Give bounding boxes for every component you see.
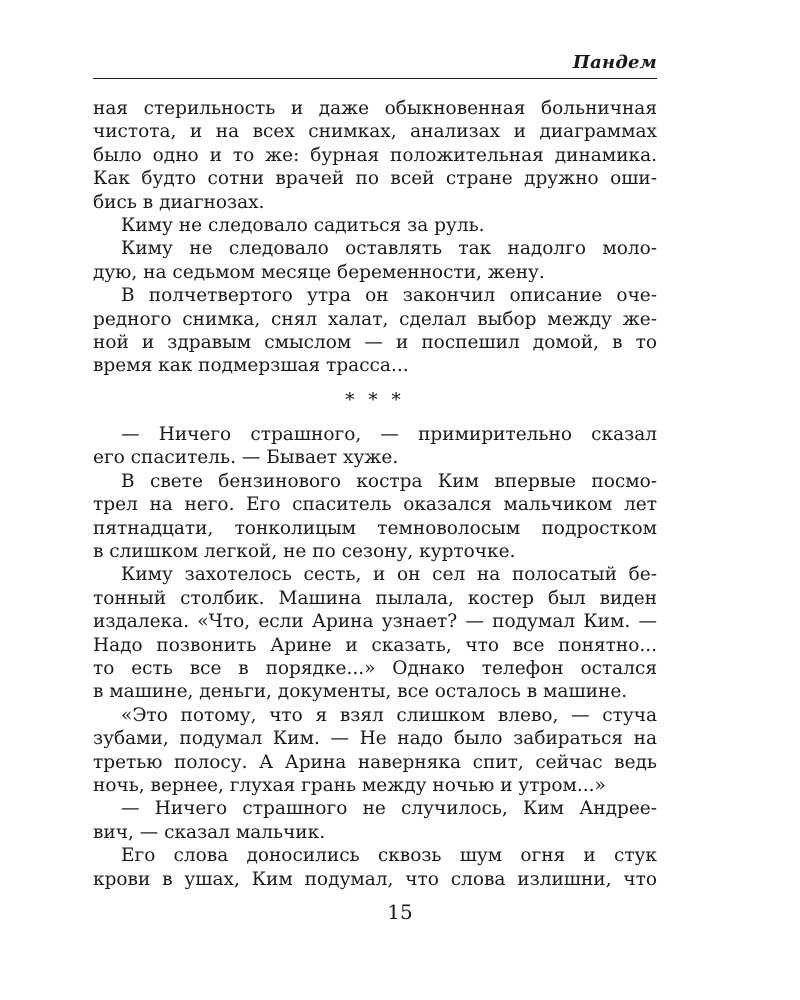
text-line: пятнадцати, тонколицым темноволосым подростком bbox=[93, 517, 657, 539]
text-line: его спаситель. — Бывает хуже. bbox=[93, 447, 399, 469]
text-line: зубами, подумал Ким. — Не надо было забираться на bbox=[93, 728, 657, 750]
text-line: редного снимка, снял халат, сделал выбор между же- bbox=[93, 308, 657, 330]
text-line: В свете бензинового костра Ким впервые посмо- bbox=[121, 470, 657, 492]
header-rule bbox=[93, 78, 657, 79]
body-text bbox=[93, 97, 657, 891]
text-line: время как подмерзшая трасса... bbox=[93, 355, 409, 377]
text-line: Надо позвонить Арине и сказать, что все понятно... bbox=[93, 634, 657, 656]
text-line: крови в ушах, Ким подумал, что слова излишни, что bbox=[93, 868, 657, 890]
text-line: издалека. «Что, если Арина узнает? — подумал Ким. — bbox=[93, 611, 657, 633]
text-line: — Ничего страшного, — примирительно сказал bbox=[121, 424, 657, 446]
text-line: ной и здравым смыслом — и поспешил домой, в то bbox=[93, 331, 657, 353]
text-line: чистота, и на всех снимках, анализах и диаграммах bbox=[93, 121, 657, 143]
text-line: то есть все в порядке...» Однако телефон остался bbox=[93, 657, 657, 679]
text-line: «Это потому, что я взял слишком влево, — стуча bbox=[121, 704, 657, 726]
text-line: Киму не следовало оставлять так надолго моло- bbox=[121, 238, 657, 260]
text-line: было одно и то же: бурная положительная динамика. bbox=[93, 144, 657, 166]
text-line: Киму захотелось сесть, и он сел на полосатый бе- bbox=[121, 564, 657, 586]
section-separator: * * * bbox=[345, 389, 405, 411]
page-number: 15 bbox=[387, 900, 413, 924]
text-line: Как будто сотни врачей по всей стране дружно оши- bbox=[93, 168, 657, 190]
text-line: Киму не следовало садиться за руль. bbox=[121, 214, 485, 236]
text-line: тонный столбик. Машина пылала, костер был виден bbox=[93, 587, 657, 609]
text-line: ная стерильность и даже обыкновенная больничная bbox=[93, 98, 657, 119]
text-line: третью полосу. А Арина наверняка спит, сейчас ведь bbox=[93, 751, 657, 773]
text-line: Его слова доносились сквозь шум огня и стук bbox=[121, 845, 657, 867]
running-head-title: Пандем bbox=[572, 52, 657, 73]
text-line: дую, на седьмом месяце беременности, жену. bbox=[93, 261, 545, 283]
text-line: бись в диагнозах. bbox=[93, 191, 265, 213]
text-line: ночь, вернее, глухая грань между ночью и утром...» bbox=[93, 774, 606, 796]
text-line: — Ничего страшного не случилось, Ким Андрее- bbox=[121, 798, 657, 820]
text-line: трел на него. Его спаситель оказался мальчиком лет bbox=[93, 494, 657, 516]
text-line: в машине, деньги, документы, все осталось в машине. bbox=[93, 681, 628, 703]
text-line: вич, — сказал мальчик. bbox=[93, 821, 326, 843]
text-line: В полчетвертого утра он закончил описание оче- bbox=[121, 285, 657, 307]
text-line: в слишком легкой, не по сезону, курточке. bbox=[93, 541, 516, 563]
